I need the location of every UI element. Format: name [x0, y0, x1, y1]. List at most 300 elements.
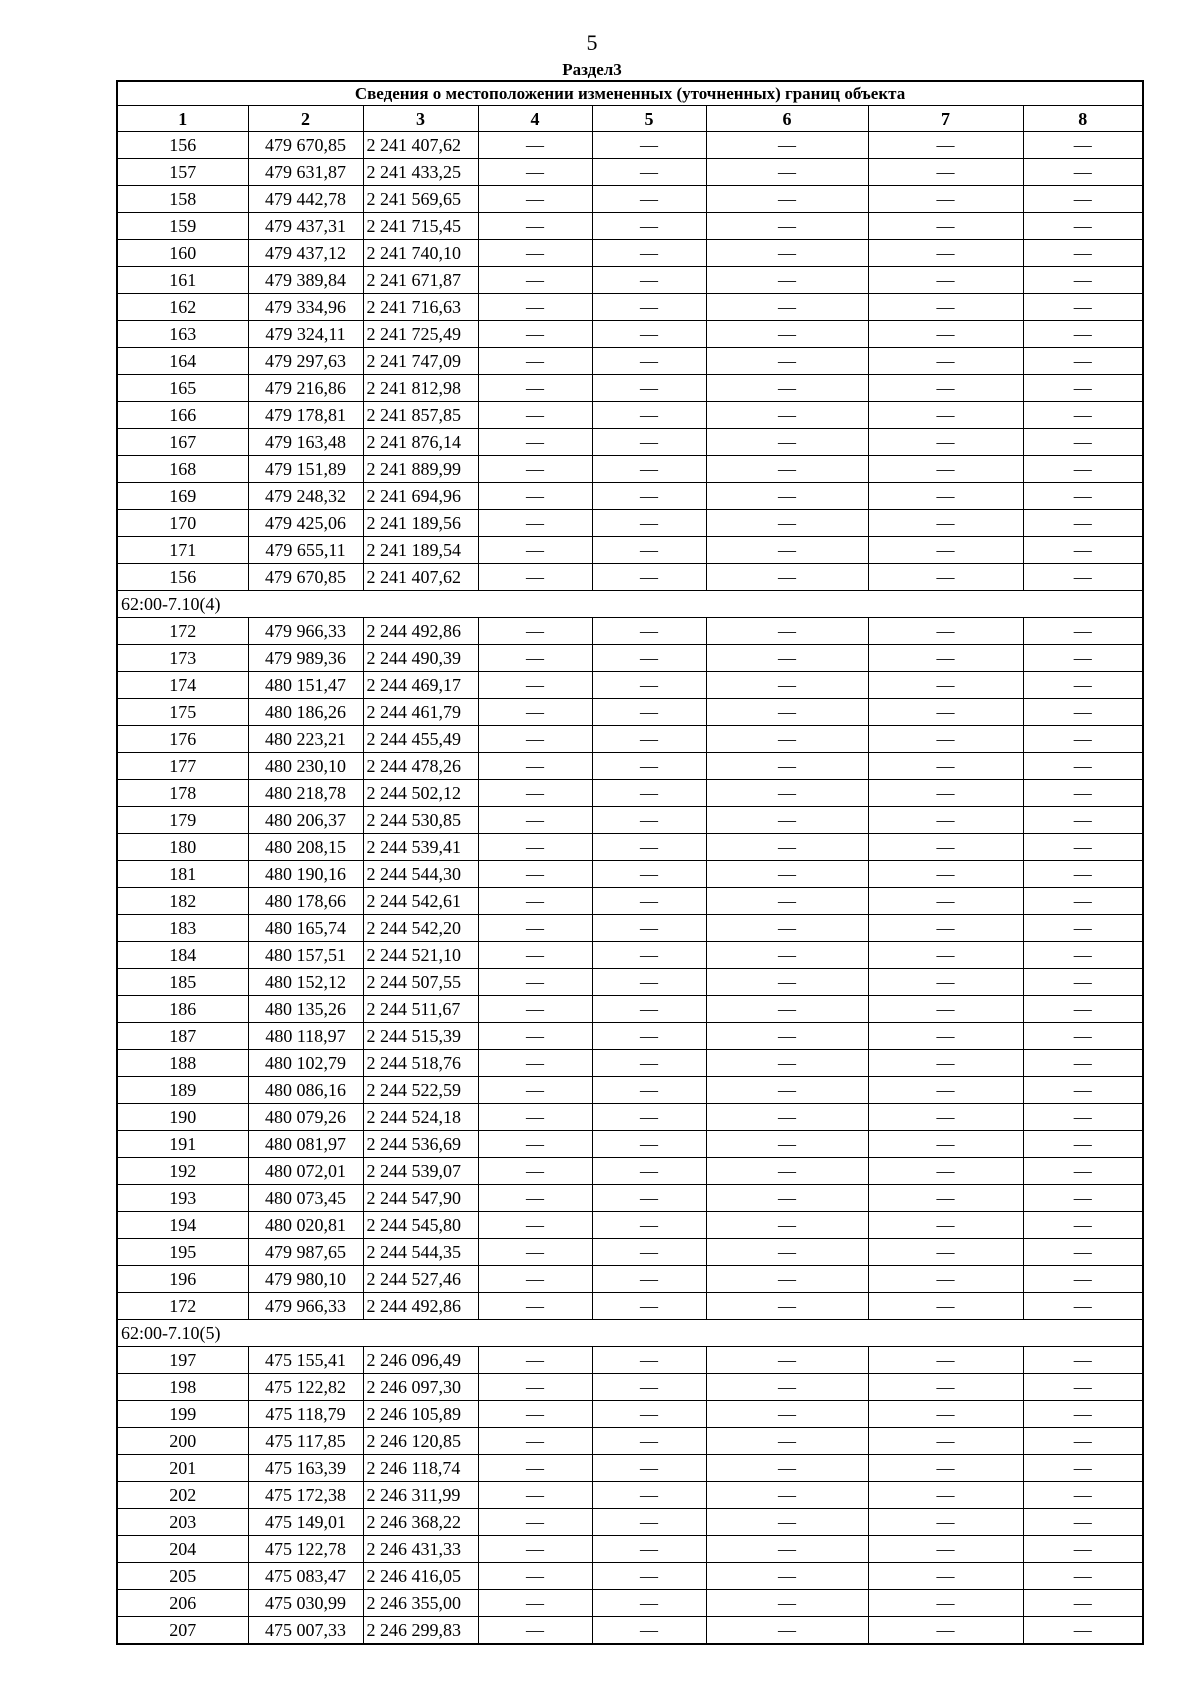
empty-value-dash: — — [592, 537, 706, 564]
empty-value-dash: — — [592, 1185, 706, 1212]
empty-value-dash: — — [868, 1104, 1023, 1131]
empty-value-dash: — — [706, 888, 868, 915]
y-coordinate-cell: 2 244 545,80 — [363, 1212, 478, 1239]
empty-value-dash: — — [478, 510, 592, 537]
table-row — [117, 510, 1143, 537]
empty-value-dash: — — [1023, 672, 1143, 699]
y-coordinate-cell: 2 244 539,07 — [363, 1158, 478, 1185]
point-number-cell: 156 — [117, 564, 248, 591]
y-coordinate-cell: 2 244 522,59 — [363, 1077, 478, 1104]
x-coordinate-cell: 475 083,47 — [248, 1563, 363, 1590]
point-number-cell: 193 — [117, 1185, 248, 1212]
empty-value-dash: — — [868, 1077, 1023, 1104]
x-coordinate-cell: 479 966,33 — [248, 1293, 363, 1320]
y-coordinate-cell: 2 244 544,30 — [363, 861, 478, 888]
empty-value-dash: — — [868, 429, 1023, 456]
point-number-cell: 160 — [117, 240, 248, 267]
empty-value-dash: — — [706, 618, 868, 645]
empty-value-dash: — — [592, 402, 706, 429]
empty-value-dash: — — [592, 1401, 706, 1428]
empty-value-dash: — — [706, 1158, 868, 1185]
y-coordinate-cell: 2 244 490,39 — [363, 645, 478, 672]
empty-value-dash: — — [868, 1266, 1023, 1293]
point-number-cell: 197 — [117, 1347, 248, 1374]
y-coordinate-cell: 2 244 492,86 — [363, 618, 478, 645]
table-row — [117, 321, 1143, 348]
empty-value-dash: — — [478, 132, 592, 159]
column-header: 7 — [868, 106, 1023, 132]
x-coordinate-cell: 479 163,48 — [248, 429, 363, 456]
x-coordinate-cell: 479 670,85 — [248, 564, 363, 591]
y-coordinate-cell: 2 244 544,35 — [363, 1239, 478, 1266]
point-number-cell: 168 — [117, 456, 248, 483]
point-number-cell: 198 — [117, 1374, 248, 1401]
empty-value-dash: — — [868, 321, 1023, 348]
column-header: 8 — [1023, 106, 1143, 132]
empty-value-dash: — — [478, 375, 592, 402]
y-coordinate-cell: 2 244 502,12 — [363, 780, 478, 807]
empty-value-dash: — — [868, 537, 1023, 564]
empty-value-dash: — — [1023, 1212, 1143, 1239]
y-coordinate-cell: 2 244 469,17 — [363, 672, 478, 699]
table-row — [117, 1563, 1143, 1590]
empty-value-dash: — — [592, 1374, 706, 1401]
empty-value-dash: — — [592, 780, 706, 807]
empty-value-dash: — — [478, 1401, 592, 1428]
point-number-cell: 195 — [117, 1239, 248, 1266]
empty-value-dash: — — [868, 1212, 1023, 1239]
empty-value-dash: — — [1023, 537, 1143, 564]
empty-value-dash: — — [868, 1131, 1023, 1158]
y-coordinate-cell: 2 244 518,76 — [363, 1050, 478, 1077]
empty-value-dash: — — [592, 672, 706, 699]
empty-value-dash: — — [868, 348, 1023, 375]
empty-value-dash: — — [592, 1293, 706, 1320]
empty-value-dash: — — [706, 1050, 868, 1077]
empty-value-dash: — — [478, 159, 592, 186]
table-row — [117, 1266, 1143, 1293]
empty-value-dash: — — [1023, 699, 1143, 726]
point-number-cell: 207 — [117, 1617, 248, 1645]
y-coordinate-cell: 2 241 715,45 — [363, 213, 478, 240]
empty-value-dash: — — [1023, 402, 1143, 429]
empty-value-dash: — — [592, 834, 706, 861]
point-number-cell: 200 — [117, 1428, 248, 1455]
x-coordinate-cell: 480 073,45 — [248, 1185, 363, 1212]
empty-value-dash: — — [478, 456, 592, 483]
x-coordinate-cell: 479 989,36 — [248, 645, 363, 672]
empty-value-dash: — — [1023, 1374, 1143, 1401]
empty-value-dash: — — [1023, 1131, 1143, 1158]
empty-value-dash: — — [592, 915, 706, 942]
table-row — [117, 483, 1143, 510]
empty-value-dash: — — [592, 618, 706, 645]
empty-value-dash: — — [478, 321, 592, 348]
table-body — [117, 132, 1143, 1645]
table-title: Сведения о местоположении измененных (уточненных) границ объекта — [117, 81, 1143, 106]
empty-value-dash: — — [1023, 483, 1143, 510]
column-header: 4 — [478, 106, 592, 132]
empty-value-dash: — — [868, 969, 1023, 996]
x-coordinate-cell: 479 437,12 — [248, 240, 363, 267]
table-row — [117, 942, 1143, 969]
x-coordinate-cell: 480 186,26 — [248, 699, 363, 726]
point-number-cell: 184 — [117, 942, 248, 969]
empty-value-dash: — — [868, 1050, 1023, 1077]
empty-value-dash: — — [478, 699, 592, 726]
table-row — [117, 240, 1143, 267]
y-coordinate-cell: 2 241 747,09 — [363, 348, 478, 375]
empty-value-dash: — — [868, 213, 1023, 240]
point-number-cell: 181 — [117, 861, 248, 888]
empty-value-dash: — — [868, 240, 1023, 267]
empty-value-dash: — — [868, 1563, 1023, 1590]
empty-value-dash: — — [592, 348, 706, 375]
empty-value-dash: — — [592, 456, 706, 483]
x-coordinate-cell: 479 655,11 — [248, 537, 363, 564]
x-coordinate-cell: 480 072,01 — [248, 1158, 363, 1185]
point-number-cell: 166 — [117, 402, 248, 429]
table-row — [117, 807, 1143, 834]
y-coordinate-cell: 2 244 547,90 — [363, 1185, 478, 1212]
point-number-cell: 183 — [117, 915, 248, 942]
empty-value-dash: — — [706, 429, 868, 456]
point-number-cell: 159 — [117, 213, 248, 240]
y-coordinate-cell: 2 244 515,39 — [363, 1023, 478, 1050]
table-row — [117, 186, 1143, 213]
empty-value-dash: — — [706, 1266, 868, 1293]
empty-value-dash: — — [592, 213, 706, 240]
y-coordinate-cell: 2 241 716,63 — [363, 294, 478, 321]
empty-value-dash: — — [478, 1023, 592, 1050]
empty-value-dash: — — [1023, 1239, 1143, 1266]
empty-value-dash: — — [706, 348, 868, 375]
table-row — [117, 294, 1143, 321]
empty-value-dash: — — [1023, 1347, 1143, 1374]
y-coordinate-cell: 2 246 368,22 — [363, 1509, 478, 1536]
empty-value-dash: — — [1023, 213, 1143, 240]
empty-value-dash: — — [1023, 1482, 1143, 1509]
empty-value-dash: — — [478, 348, 592, 375]
point-number-cell: 156 — [117, 132, 248, 159]
empty-value-dash: — — [1023, 888, 1143, 915]
point-number-cell: 194 — [117, 1212, 248, 1239]
empty-value-dash: — — [868, 402, 1023, 429]
empty-value-dash: — — [868, 1482, 1023, 1509]
empty-value-dash: — — [1023, 267, 1143, 294]
table-row — [117, 699, 1143, 726]
empty-value-dash: — — [706, 132, 868, 159]
table-row — [117, 969, 1143, 996]
point-number-cell: 173 — [117, 645, 248, 672]
x-coordinate-cell: 479 966,33 — [248, 618, 363, 645]
empty-value-dash: — — [1023, 1266, 1143, 1293]
empty-value-dash: — — [1023, 1509, 1143, 1536]
empty-value-dash: — — [592, 267, 706, 294]
empty-value-dash: — — [1023, 915, 1143, 942]
point-number-cell: 161 — [117, 267, 248, 294]
table-row — [117, 618, 1143, 645]
empty-value-dash: — — [478, 942, 592, 969]
column-header: 1 — [117, 106, 248, 132]
x-coordinate-cell: 475 172,38 — [248, 1482, 363, 1509]
empty-value-dash: — — [1023, 1428, 1143, 1455]
point-number-cell: 186 — [117, 996, 248, 1023]
x-coordinate-cell: 475 149,01 — [248, 1509, 363, 1536]
empty-value-dash: — — [868, 1617, 1023, 1645]
empty-value-dash: — — [1023, 1617, 1143, 1645]
y-coordinate-cell: 2 241 671,87 — [363, 267, 478, 294]
empty-value-dash: — — [1023, 159, 1143, 186]
empty-value-dash: — — [706, 1239, 868, 1266]
y-coordinate-cell: 2 244 507,55 — [363, 969, 478, 996]
empty-value-dash: — — [868, 294, 1023, 321]
y-coordinate-cell: 2 246 105,89 — [363, 1401, 478, 1428]
empty-value-dash: — — [1023, 618, 1143, 645]
empty-value-dash: — — [478, 267, 592, 294]
empty-value-dash: — — [592, 1266, 706, 1293]
point-number-cell: 205 — [117, 1563, 248, 1590]
table-row — [117, 1293, 1143, 1320]
table-row — [117, 159, 1143, 186]
x-coordinate-cell: 480 208,15 — [248, 834, 363, 861]
point-number-cell: 174 — [117, 672, 248, 699]
point-number-cell: 188 — [117, 1050, 248, 1077]
empty-value-dash: — — [478, 1131, 592, 1158]
page-number: 5 — [586, 30, 598, 55]
empty-value-dash: — — [1023, 1023, 1143, 1050]
group-row — [117, 1320, 1143, 1347]
empty-value-dash: — — [706, 1536, 868, 1563]
empty-value-dash: — — [706, 645, 868, 672]
empty-value-dash: — — [1023, 321, 1143, 348]
empty-value-dash: — — [706, 483, 868, 510]
empty-value-dash: — — [592, 483, 706, 510]
empty-value-dash: — — [478, 1347, 592, 1374]
point-number-cell: 206 — [117, 1590, 248, 1617]
empty-value-dash: — — [1023, 1401, 1143, 1428]
empty-value-dash: — — [478, 618, 592, 645]
point-number-cell: 158 — [117, 186, 248, 213]
point-number-cell: 172 — [117, 1293, 248, 1320]
empty-value-dash: — — [592, 510, 706, 537]
table-row — [117, 1023, 1143, 1050]
empty-value-dash: — — [592, 1023, 706, 1050]
x-coordinate-cell: 479 389,84 — [248, 267, 363, 294]
point-number-cell: 157 — [117, 159, 248, 186]
empty-value-dash: — — [1023, 1104, 1143, 1131]
table-row — [117, 1158, 1143, 1185]
empty-value-dash: — — [592, 1158, 706, 1185]
empty-value-dash: — — [478, 726, 592, 753]
point-number-cell: 165 — [117, 375, 248, 402]
table-row — [117, 672, 1143, 699]
empty-value-dash: — — [478, 1563, 592, 1590]
empty-value-dash: — — [706, 1185, 868, 1212]
empty-value-dash: — — [478, 1482, 592, 1509]
table-row — [117, 132, 1143, 159]
x-coordinate-cell: 479 178,81 — [248, 402, 363, 429]
empty-value-dash: — — [706, 1104, 868, 1131]
empty-value-dash: — — [706, 537, 868, 564]
empty-value-dash: — — [868, 1185, 1023, 1212]
table-row — [117, 1374, 1143, 1401]
empty-value-dash: — — [478, 213, 592, 240]
empty-value-dash: — — [1023, 240, 1143, 267]
empty-value-dash: — — [592, 375, 706, 402]
y-coordinate-cell: 2 241 433,25 — [363, 159, 478, 186]
empty-value-dash: — — [592, 1131, 706, 1158]
empty-value-dash: — — [592, 429, 706, 456]
table-row — [117, 1239, 1143, 1266]
y-coordinate-cell: 2 241 189,56 — [363, 510, 478, 537]
column-header-row — [117, 106, 1143, 132]
empty-value-dash: — — [478, 1158, 592, 1185]
empty-value-dash: — — [478, 834, 592, 861]
empty-value-dash: — — [592, 645, 706, 672]
empty-value-dash: — — [1023, 510, 1143, 537]
empty-value-dash: — — [478, 1239, 592, 1266]
empty-value-dash: — — [592, 1590, 706, 1617]
empty-value-dash: — — [706, 1077, 868, 1104]
empty-value-dash: — — [706, 1455, 868, 1482]
y-coordinate-cell: 2 246 096,49 — [363, 1347, 478, 1374]
empty-value-dash: — — [868, 753, 1023, 780]
empty-value-dash: — — [868, 1374, 1023, 1401]
column-header: 6 — [706, 106, 868, 132]
y-coordinate-cell: 2 244 455,49 — [363, 726, 478, 753]
table-row — [117, 996, 1143, 1023]
table-row — [117, 1455, 1143, 1482]
y-coordinate-cell: 2 244 539,41 — [363, 834, 478, 861]
point-number-cell: 164 — [117, 348, 248, 375]
table-row — [117, 267, 1143, 294]
y-coordinate-cell: 2 241 694,96 — [363, 483, 478, 510]
empty-value-dash: — — [1023, 1455, 1143, 1482]
empty-value-dash: — — [868, 861, 1023, 888]
x-coordinate-cell: 480 230,10 — [248, 753, 363, 780]
table-row — [117, 1185, 1143, 1212]
table-row — [117, 1590, 1143, 1617]
empty-value-dash: — — [868, 672, 1023, 699]
x-coordinate-cell: 480 102,79 — [248, 1050, 363, 1077]
x-coordinate-cell: 479 297,63 — [248, 348, 363, 375]
empty-value-dash: — — [478, 1185, 592, 1212]
empty-value-dash: — — [1023, 294, 1143, 321]
y-coordinate-cell: 2 244 461,79 — [363, 699, 478, 726]
y-coordinate-cell: 2 244 511,67 — [363, 996, 478, 1023]
table-row — [117, 834, 1143, 861]
empty-value-dash: — — [1023, 807, 1143, 834]
column-header: 2 — [248, 106, 363, 132]
table-row — [117, 1131, 1143, 1158]
empty-value-dash: — — [706, 402, 868, 429]
empty-value-dash: — — [868, 1536, 1023, 1563]
empty-value-dash: — — [706, 672, 868, 699]
table-row — [117, 564, 1143, 591]
empty-value-dash: — — [868, 699, 1023, 726]
x-coordinate-cell: 475 118,79 — [248, 1401, 363, 1428]
empty-value-dash: — — [706, 1131, 868, 1158]
x-coordinate-cell: 475 030,99 — [248, 1590, 363, 1617]
empty-value-dash: — — [478, 753, 592, 780]
y-coordinate-cell: 2 244 492,86 — [363, 1293, 478, 1320]
empty-value-dash: — — [478, 537, 592, 564]
empty-value-dash: — — [706, 699, 868, 726]
point-number-cell: 169 — [117, 483, 248, 510]
point-number-cell: 204 — [117, 1536, 248, 1563]
empty-value-dash: — — [868, 618, 1023, 645]
empty-value-dash: — — [1023, 996, 1143, 1023]
x-coordinate-cell: 475 163,39 — [248, 1455, 363, 1482]
empty-value-dash: — — [1023, 1293, 1143, 1320]
empty-value-dash: — — [592, 699, 706, 726]
point-number-cell: 191 — [117, 1131, 248, 1158]
empty-value-dash: — — [868, 645, 1023, 672]
table-row — [117, 1050, 1143, 1077]
table-row — [117, 1401, 1143, 1428]
empty-value-dash: — — [592, 186, 706, 213]
empty-value-dash: — — [1023, 429, 1143, 456]
empty-value-dash: — — [592, 1563, 706, 1590]
y-coordinate-cell: 2 246 097,30 — [363, 1374, 478, 1401]
empty-value-dash: — — [592, 1077, 706, 1104]
empty-value-dash: — — [1023, 1077, 1143, 1104]
y-coordinate-cell: 2 244 527,46 — [363, 1266, 478, 1293]
empty-value-dash: — — [706, 1347, 868, 1374]
empty-value-dash: — — [868, 1428, 1023, 1455]
empty-value-dash: — — [868, 132, 1023, 159]
empty-value-dash: — — [1023, 969, 1143, 996]
empty-value-dash: — — [706, 996, 868, 1023]
empty-value-dash: — — [478, 1509, 592, 1536]
table-row — [117, 1212, 1143, 1239]
empty-value-dash: — — [706, 834, 868, 861]
empty-value-dash: — — [868, 1158, 1023, 1185]
table-row — [117, 861, 1143, 888]
point-number-cell: 172 — [117, 618, 248, 645]
empty-value-dash: — — [868, 1293, 1023, 1320]
empty-value-dash: — — [1023, 1158, 1143, 1185]
table-row — [117, 1347, 1143, 1374]
empty-value-dash: — — [706, 510, 868, 537]
empty-value-dash: — — [868, 186, 1023, 213]
empty-value-dash: — — [706, 267, 868, 294]
empty-value-dash: — — [592, 726, 706, 753]
empty-value-dash: — — [868, 780, 1023, 807]
empty-value-dash: — — [706, 915, 868, 942]
empty-value-dash: — — [478, 1590, 592, 1617]
y-coordinate-cell: 2 246 299,83 — [363, 1617, 478, 1645]
empty-value-dash: — — [868, 267, 1023, 294]
y-coordinate-cell: 2 246 431,33 — [363, 1536, 478, 1563]
empty-value-dash: — — [706, 1428, 868, 1455]
empty-value-dash: — — [478, 1374, 592, 1401]
y-coordinate-cell: 2 241 812,98 — [363, 375, 478, 402]
point-number-cell: 178 — [117, 780, 248, 807]
empty-value-dash: — — [592, 1509, 706, 1536]
empty-value-dash: — — [868, 1023, 1023, 1050]
table-row — [117, 537, 1143, 564]
y-coordinate-cell: 2 241 740,10 — [363, 240, 478, 267]
empty-value-dash: — — [478, 240, 592, 267]
empty-value-dash: — — [706, 375, 868, 402]
x-coordinate-cell: 480 086,16 — [248, 1077, 363, 1104]
empty-value-dash: — — [706, 1482, 868, 1509]
x-coordinate-cell: 479 437,31 — [248, 213, 363, 240]
empty-value-dash: — — [868, 1590, 1023, 1617]
table-row — [117, 1428, 1143, 1455]
